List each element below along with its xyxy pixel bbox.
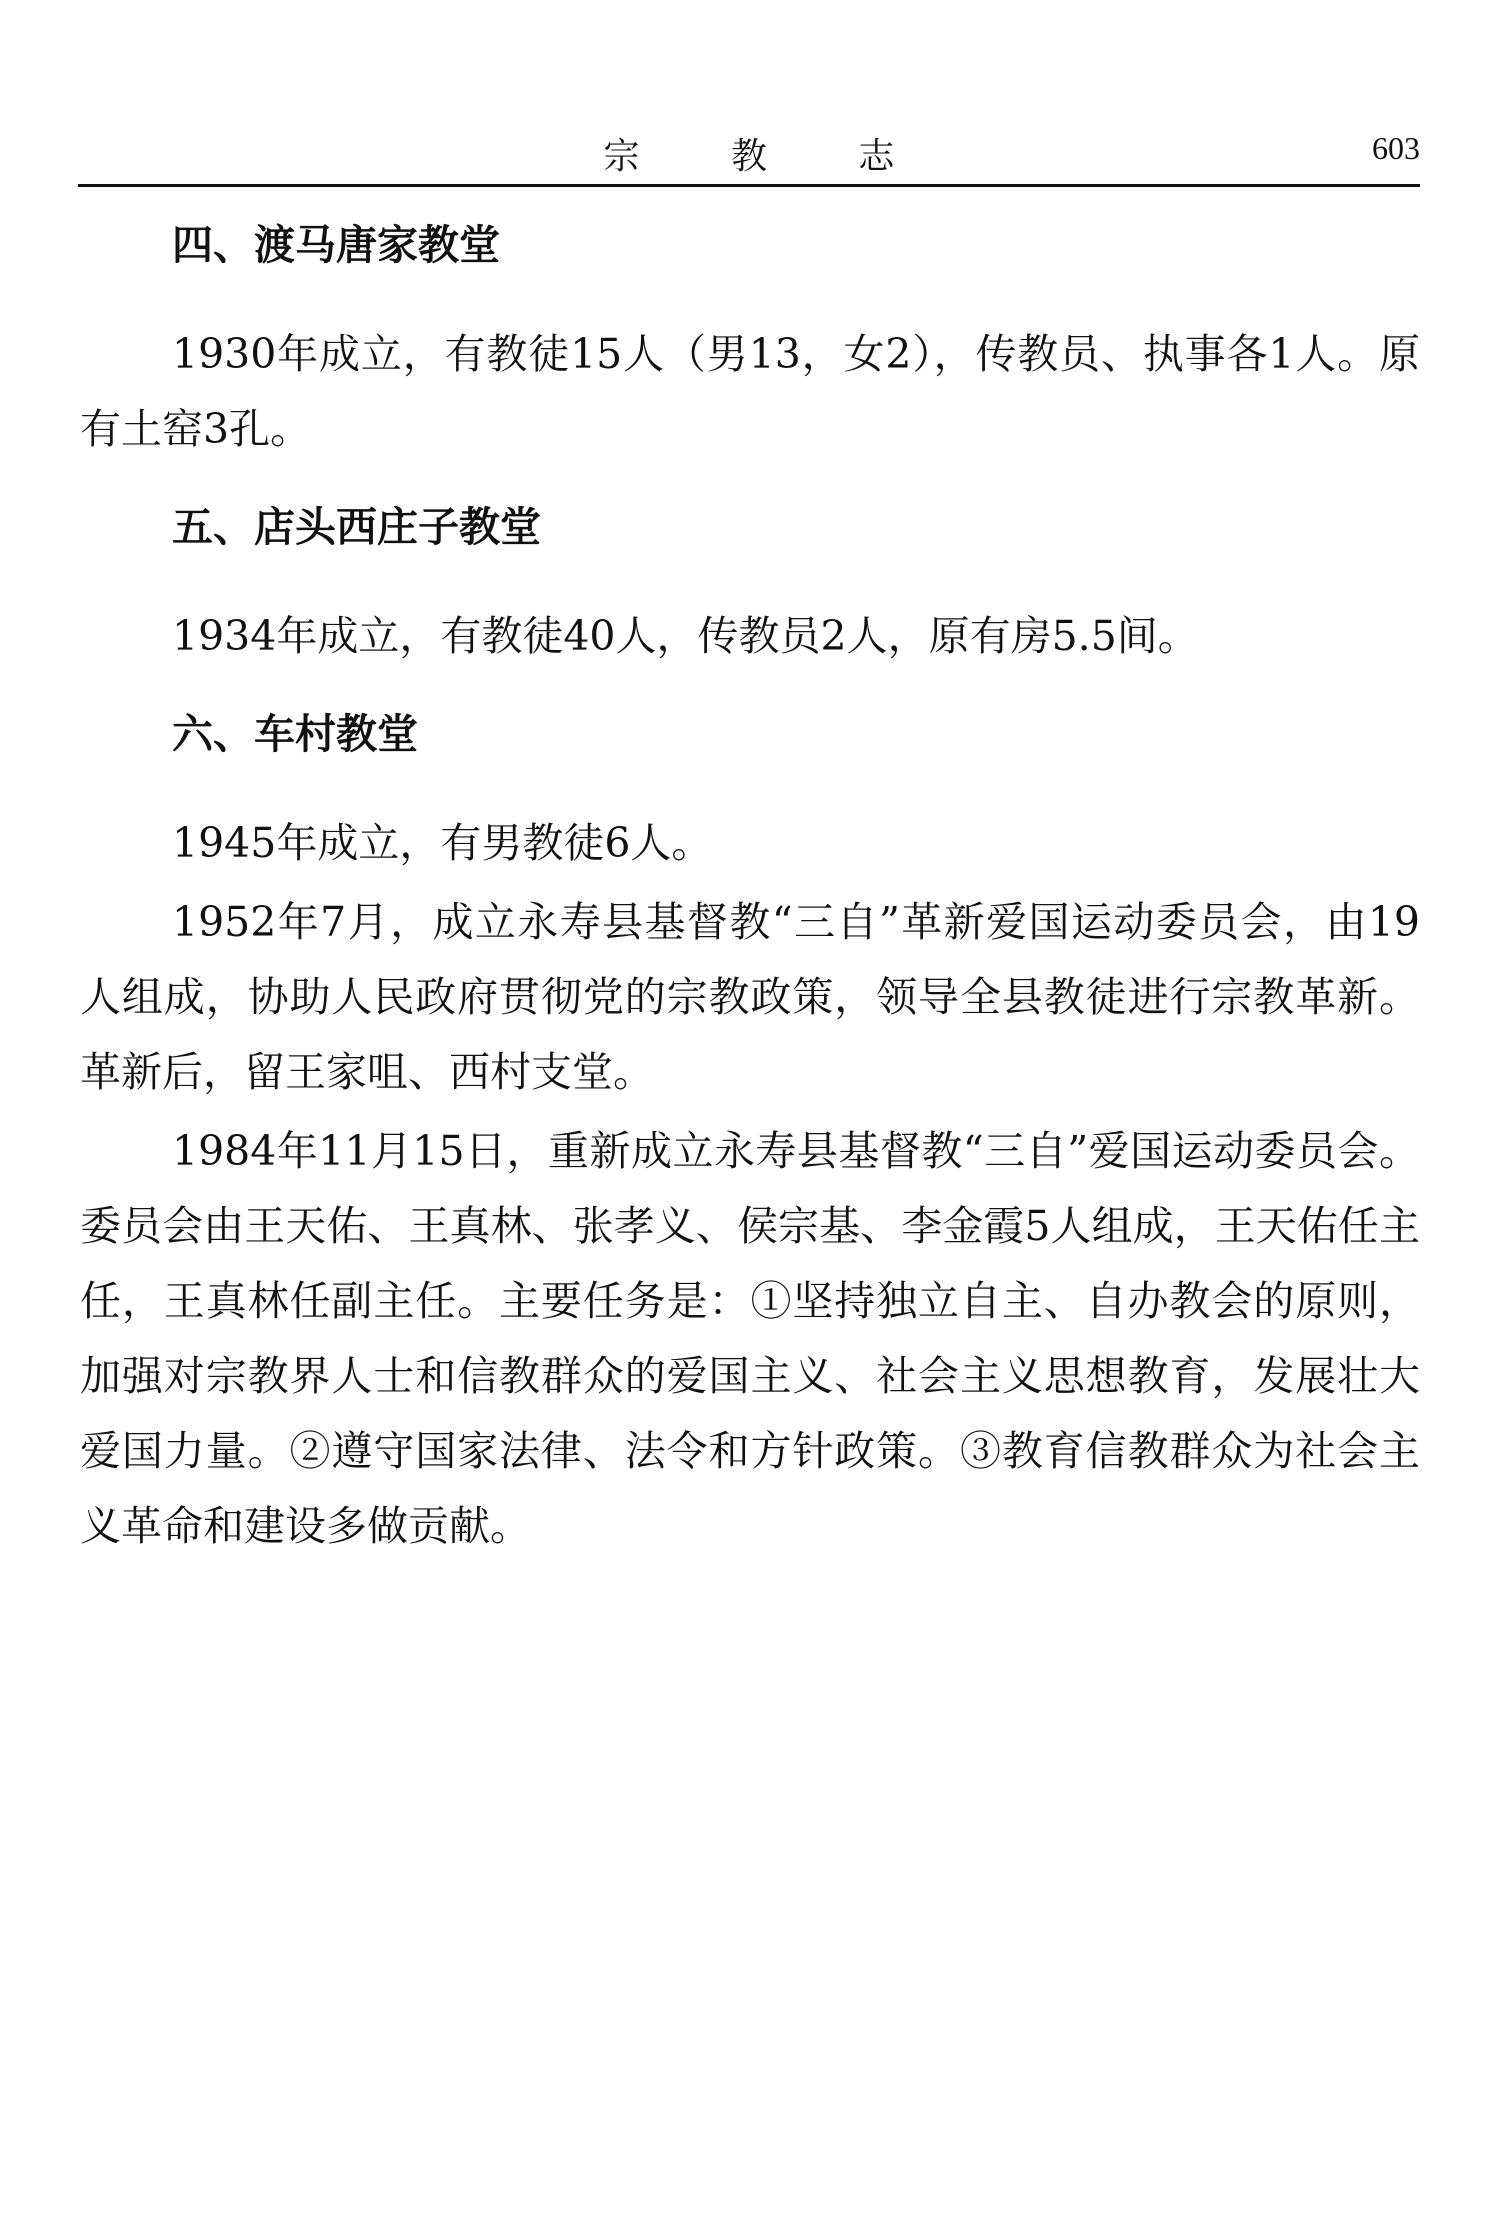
section-heading-checun: 六、车村教堂 [172, 710, 418, 758]
running-header [78, 122, 1420, 182]
paragraph-dumatangjia: 1930年成立，有教徒15人（男13，女2），传教员、执事各1人。原有土窑3孔。 [80, 330, 1420, 453]
page-number: 603 [1372, 130, 1420, 166]
header-rule [78, 184, 1420, 187]
paragraph-diantou-xizhuangzi: 1934年成立，有教徒40人，传教员2人，原有房5.5间。 [172, 612, 1199, 660]
section-heading-diantou-xizhuangzi: 五、店头西庄子教堂 [172, 503, 541, 551]
body-text [80, 215, 1420, 1564]
paragraph-checun-founding: 1945年成立，有男教徒6人。 [172, 819, 713, 867]
section-heading-dumatangjia: 四、渡马唐家教堂 [172, 221, 500, 269]
paragraph-1952-committee: 1952年7月，成立永寿县基督教“三自”革新爱国运动委员会，由19人组成，协助人民政府贯彻党的宗教政策，领导全县教徒进行宗教革新。革新后，留王家咀、西村支堂。 [80, 898, 1420, 1096]
running-title: 宗 教 志 [603, 136, 935, 177]
paragraph-1984-committee: 1984年11月15日，重新成立永寿县基督教“三自”爱国运动委员会。委员会由王天佑、王真林、张孝义、侯宗基、李金霞5人组成，王天佑任主任，王真林任副主任。主要任务是：①坚持独立自主、自办教会的原则，加强对宗教界人士和信教群众的爱国主义、社会主义思想教育，发展壮大爱国力量。②遵守国家法律、法令和方针政策。③教育信教群众为社会主义革命和建设多做贡献。 [80, 1127, 1420, 1550]
